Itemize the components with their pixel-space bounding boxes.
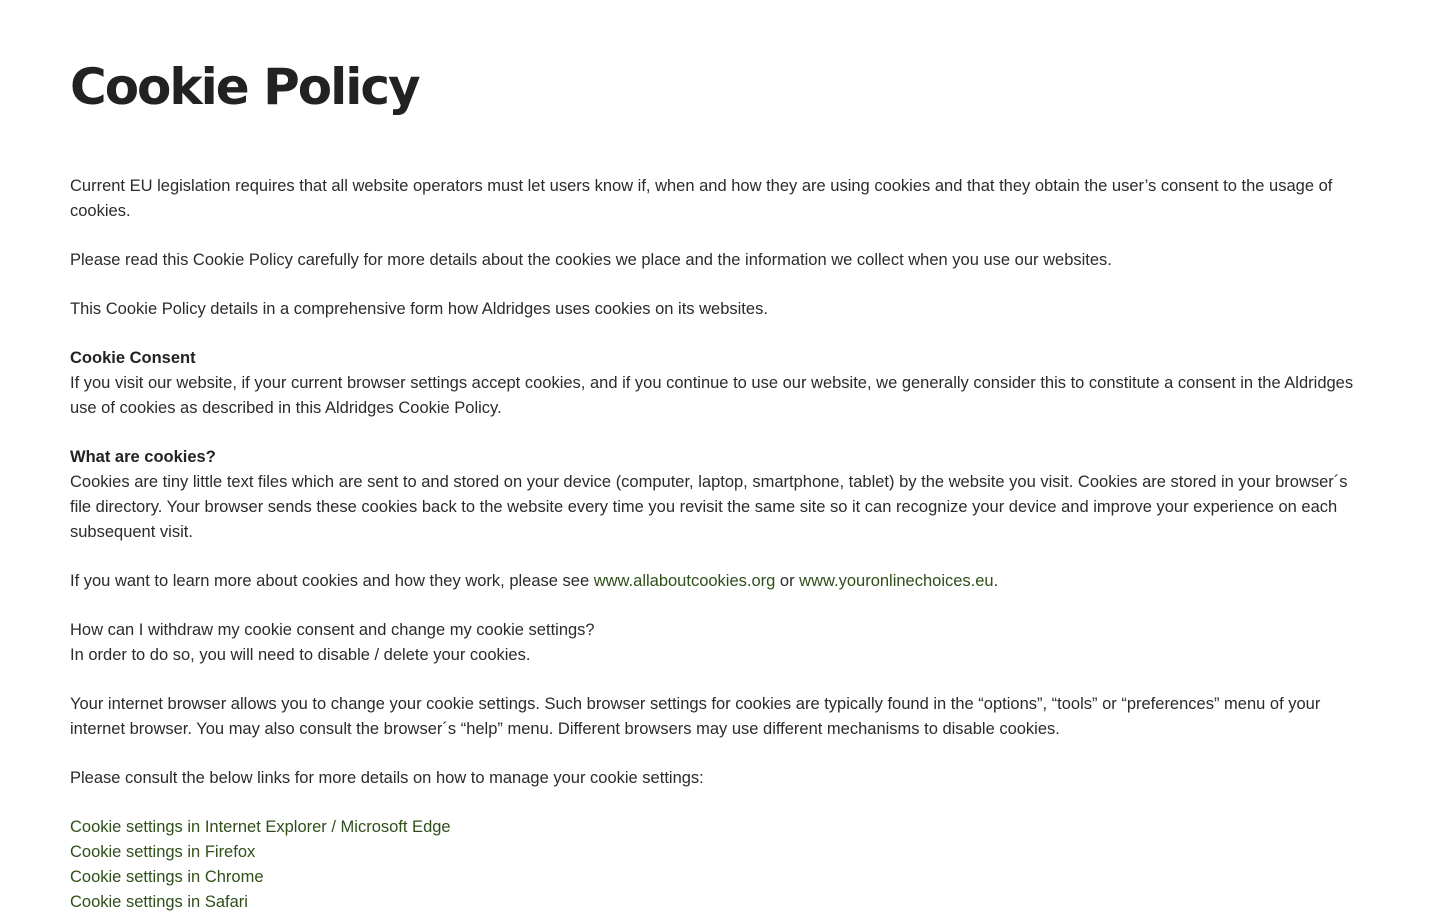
learn-more-paragraph [70,569,1370,594]
ie-edge-cookie-settings-link[interactable]: Cookie settings in Internet Explorer / Microsoft Edge [70,818,451,836]
list-item [70,840,1370,865]
consent-section [70,346,1370,421]
browser-settings-paragraph: Your internet browser allows you to change your cookie settings. Such browser settings for cookies are typically found in the “options”, “tools” or “preferences” menu of your internet browser. You may also consult the browser´s “help” menu. Different browsers may use different mechanisms to disable cookies. [70,695,1321,738]
page-title: Cookie Policy [70,58,419,116]
allaboutcookies-link[interactable]: www.allaboutcookies.org [593,572,776,590]
withdraw-question: How can I withdraw my cookie consent and change my cookie settings? [70,621,595,639]
list-item [70,865,1370,890]
learn-more-prefix: If you want to learn more about cookies and how they work, please see [70,572,594,590]
chrome-cookie-settings-link[interactable]: Cookie settings in Chrome [70,868,264,886]
withdraw-section [70,618,1370,668]
withdraw-answer: In order to do so, you will need to disable / delete your cookies. [70,646,531,664]
safari-cookie-settings-link[interactable]: Cookie settings in Safari [70,893,248,911]
what-are-cookies-text: Cookies are tiny little text files which are sent to and stored on your device (computer, laptop, smartphone, tablet) by the website you visit. Cookies are stored in your browser´s file directory. Your browser sends these cookies back to the website every time you revisit the same site so it can recognize your device and improve your experience on each subsequent visit. [70,473,1348,541]
what-are-cookies-section [70,445,1370,545]
intro-paragraph: Current EU legislation requires that all website operators must let users know if, when and how they are using cookies and that they obtain the user’s consent to the usage of cookies. [70,177,1333,220]
list-item [70,890,1370,915]
intro-paragraph: This Cookie Policy details in a comprehensive form how Aldridges uses cookies on its websites. [70,300,768,318]
consent-text: If you visit our website, if your current browser settings accept cookies, and if you continue to use our website, we generally consider this to constitute a consent in the Aldridges use of cookies as described in this Aldridges Cookie Policy. [70,374,1354,417]
learn-more-middle: or [775,572,800,590]
list-item [70,815,1370,840]
consult-links-paragraph: Please consult the below links for more details on how to manage your cookie settings: [70,769,704,787]
firefox-cookie-settings-link[interactable]: Cookie settings in Firefox [70,843,256,861]
what-are-cookies-heading: What are cookies? [70,448,216,466]
browser-links-list [70,815,1370,915]
consent-heading: Cookie Consent [70,349,196,367]
policy-content [70,174,1370,915]
learn-more-suffix: . [993,572,999,590]
youronlinechoices-link[interactable]: www.youronlinechoices.eu [799,572,994,590]
intro-paragraph: Please read this Cookie Policy carefully for more details about the cookies we place and the information we collect when you use our websites. [70,251,1112,269]
